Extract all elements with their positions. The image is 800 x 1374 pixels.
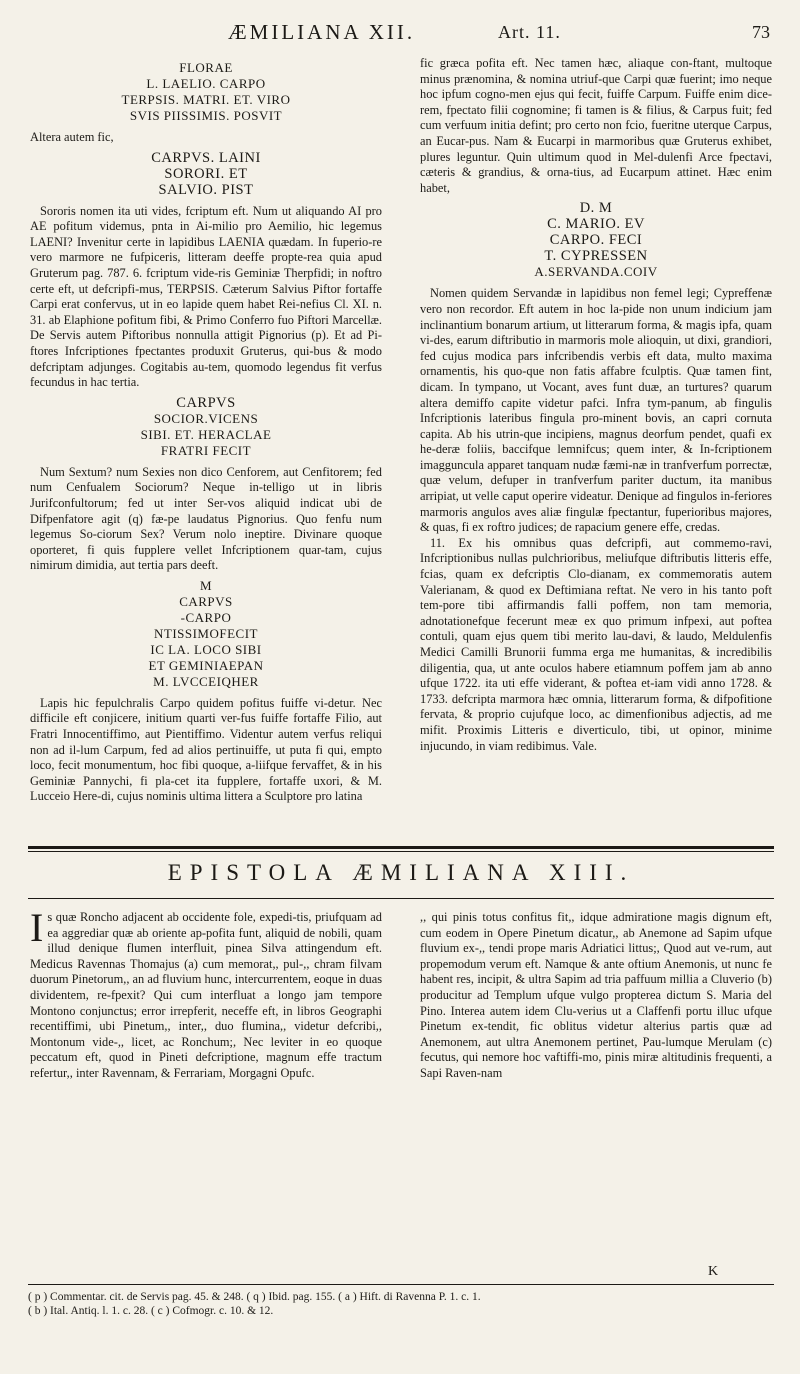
letter-text: s quæ Roncho adjacent ab occidente fole, expedi-tis, priufquam ad ea aggrediar quæ ab oriente ap-pofita funt, aliquid de nobili, quam illud denique flumen interfluit, pinea Silva attingendum eft. Medicus Ravennas Thomajus (a) cum memorat,, pul-,, chram filvam duorum Pinetorum,, an ad fluvium hunc, intercurrentem, eoque in duas dividentem, re-fpexit? Qui cum interfluat a longo jam tempore Montono conjunctus; error irrepferit, neceffe eft, in libros Geographi recentiffimi, ubi Pinetum,, inter,, duo flumina,, videtur defcribi,, Montonum vide-,, licet, ac Ronchum;, Nec leviter in eo quoque peccatum eft, quod in Pineti defcriptione, magnum effe tractum refertur,, inter Ravennam, & Ferrariam, Morgagni Opufc. [30, 910, 383, 1080]
paragraph: Sororis nomen ita uti vides, fcriptum eft. Num ut aliquando AI pro AE pofitum videmus, pnta in Ai-milio pro Aemilio, hic legemus LAENI? Invenitur certe in lapidibus LAENIA quædam. In fuperio-re vero marmore ne fufpiceris, litteram deeffe propte-rea quia apud Gruterum pag. 787. 6. fcriptum vide-ris Geminiæ Therpfidi; in noftro certe eft, ut defcripfi-mus, TERPSIS. Cæterum Salvius Piftor fortaffe Carpi erat confervus, ut in eo lapide quem habet Rei-nefius Cl. XI. n. 31. ab Elaphione pofitum fibi, & Primo Conferro fuo Piftori Marcellæ. De Servis autem Piftoribus nonnulla attigit Pignorius (p). Et ad Pi-ftores Infcriptiones fpectantes produxit Gruterus, qui-bus & modo defcriptam adjunges. Cogitabis au-tem, quomodo legendus fit verfus fecundus in hac tertia. [30, 203, 382, 390]
inscription-fragment [30, 578, 382, 690]
heading-rule-thick [28, 846, 774, 849]
left-column [30, 56, 382, 805]
paragraph: Num Sextum? num Sexies non dico Cenforem, aut Cenfitorem; fed num Cenfualem Sociorum? Neque in-telligo ut in libris Jurifconfultorum; fed ut inter Ser-vos aliquid indicat ubi de Difpenfatore agit (q) fæ-pe laudatus Pignorius. Quo fenfu num legemus So-ciorum Sex? Verum nolo ineptire. Divinare quoque oporteret, fi quis fupplere vellet Infcriptionem quar-tam, cujus nimirum dimidia, aut tertia pars deeft. [30, 464, 382, 573]
running-head [28, 18, 774, 52]
inscription-line: D. M [579, 200, 613, 217]
letter-paragraph: ,, qui pinis totus confitus fit,, idque admiratione magis dignum eft, cum eodem in Opere Pinetum dicatur,, ab Anemone ad Sapim ufque fluvium ex-,, tendi prope maris Adriatici littus;, Quod aut ve-rum, aut propemodum verum eft. Namque & ante oftium Anemonis, ut nunc fe habent res, incipit, & ultra Sapim ad tria paffuum millia a Cluverio (b) producitur ad Templum ufque vulgo propterea dictum S. Maria del Pino. Interea autem idem Clu-verius ut a Claffenfi portu illuc ufque Pinetum ex-tendit, fic oblitus videtur alterius partis quæ ad Anemonem, aut ultra Anemonem pertinet, Pau-lumque Merulam (c) fecutus, qui nemore hoc vaftiffi-mo, pinis miræ altitudinis frequenti, a Sapi Raven-nam [420, 910, 772, 1080]
footnote-rule [28, 1284, 774, 1285]
article-number: Art. 11. [498, 22, 561, 42]
inscription-line: IC LA. LOCO SIBI [150, 641, 262, 657]
inscription-line: FRATRI FECIT [160, 442, 252, 458]
inscription-line: SVIS PIISSIMIS. POSVIT [129, 108, 283, 123]
footnotes [28, 1290, 774, 1318]
inscription-line: L. LAELIO. CARPO [146, 76, 266, 91]
inscription-line: TERPSIS. MATRI. ET. VIRO [121, 92, 291, 107]
letter-right-column [420, 910, 772, 1082]
paragraph: Lapis hic fepulchralis Carpo quidem pofitus fuiffe vi-detur. Nec difficile eft conjicere, initium quarti ver-fus fuiffe fortaffe Filio, aut Fratri Innocentiffimo, aut Pientiffimo. Videntur autem verfus reliqui non ad il-lum Carpum, fed ad alios pertinuiffe, ut puta fi qui, empto loco, fecit monumentum, hoc fibi quoque, a-liifque fervaffet, & in his Geminiæ Pannychi, fi pla-cet ita fupplere, fortaffe uxori, & M. Lucceio Here-di, cujus nominis ultima littera a Sculptore pro latina [30, 695, 382, 804]
inscription-line: ET GEMINIAEPAN [148, 657, 264, 673]
heading-rule-thin [28, 851, 774, 852]
inscription-line: CARPVS [179, 593, 233, 609]
inscription-line: CARPVS [176, 394, 236, 411]
inscription-line: CARPO. FECI [549, 232, 643, 249]
inscription-line: CARPVS. LAINI [151, 149, 261, 166]
letter-left-column [30, 905, 383, 1082]
inscription-carpus-socior [30, 395, 382, 459]
paragraph: 11. Ex his omnibus quas defcripfi, aut commemo-ravi, Infcriptionibus nullas pulchrioribus, meliufque diftributis litteris effe, fcias, quam ex defcriptis Clo-dianam, ex commemoratis autem Valerianam, & quod ex Deftimiana reftat. Ne vero in his tanto poft tem-pore tibi affirmandis falli poffem, non tam memoria, adnotationefque fecerunt meæ ex quo primum infpexi, aut poftea contuli, quam ejus quem tibi merito lau-davi, & laudo, Meldulenfis Medici Camilli Brunorii fumma erga me humanitas, & incredibilis diligentia, qua, ut ante oculos habere etiamnum poffem jam ab anno ufque 1722. ita uti effe viderant, & poftea et-iam vidi anno 1728. & 1733. defcripta marmora hæc omnia, litterarum forma, & difpofitione fervata, & proprio cujufque loco, ac dimenfionibus adjectis, ad me mifit. Proximis Litteris e diverticulo, tibi, ut opinor, minime injucundo, in viam redibimus. Vale. [420, 535, 772, 753]
drop-cap: I [30, 905, 44, 950]
right-column [420, 56, 772, 754]
footnote-line: ( b ) Ital. Antiq. l. 1. c. 28. ( c ) Cofmogr. c. 10. & 12. [28, 1305, 274, 1317]
epistola-heading: EPISTOLA ÆMILIANA XIII. [167, 860, 635, 885]
inscription-mario-eucarpo [420, 200, 772, 280]
letter-paragraph [30, 905, 383, 1082]
page-number: 73 [752, 22, 770, 42]
inscription-line: C. MARIO. EV [547, 216, 645, 233]
inscription-line: A.SERVANDA.COIV [534, 264, 658, 280]
altera-line: Altera autem fic, [30, 130, 114, 144]
inscription-line: SIBI. ET. HERACLAE [140, 426, 272, 442]
inscription-florae [30, 60, 382, 124]
paragraph: fic græca pofita eft. Nec tamen hæc, aliaque con-ftant, multoque minus prænomina, & nomina utriuf-que Carpi quæ fuerint; imo neque hoc ipfum cogno-men ejus qui fecit, fuiffe Carpum. Fuiffe enim dice-rem, fpectato filii cognomine; fi tamen is & filius, & Carpus fuit; fed cum verfuum initia defint; pro certo non fcio, fueritne uterque Carpus, an Eucar-pus. Nam & Eucarpi in marmoribus quæ Gruterus exhibet, plures leguntur. Quin ultimum quod in Mel-dulenfi Arce fpectavi, cæteris & grandius, & orna-tius, ad Eucarpum attinet. Hæc enim habet, [420, 56, 772, 195]
inscription-line: SORORI. ET [164, 165, 248, 182]
paragraph: Nomen quidem Servandæ in lapidibus non femel legi; Cypreffenæ vero non recordor. Eft autem in hoc la-pide non unum indicium jam inclinantium bonarum artium, ut litterarum forma, & magis ipfa, quam vi-des, earum diftributio in marmoris mole alioquin, ut dixi, grandiori, fed cujus modica pars infcribendis verbis eft data, multo maxima ornamentis, his quo-que non fatis affabre fculptis. Quæ tamen fint, dicam. In tympano, ut Vocant, aves funt duæ, an turtures? quarum altera demiffo capite videtur pafci. Infra tym-panum, ab fingulis Infcriptionis lateribus fingula pro-minent bovis, an capri cornuta capita. Ab his utrin-que incipiens, magnus deorfum pendet, quafi ex he-deræ foliis, baccifque lemnifcus; quem inter, & In-fcriptionem imagguncula apparet tanquam nudæ fæmi-næ in tranfverfum porrectæ, quæ velum, defuper in tranfverfum pariter ductum, ita manibus arripiat, ut velle caput operire videatur. Denique ad fingulos in-feriores marmoris angulos aves aliæ fingulæ fpectantur, fuperioribus majores, & quas, fi ex roftro judices; de rapacium genere effe, credas. [420, 286, 772, 535]
page [28, 18, 774, 1358]
inscription-line: NTISSIMOFECIT [153, 625, 258, 641]
inscription-line: SOCIOR.VICENS [153, 410, 259, 426]
inscription-line: SALVIO. PIST [158, 181, 254, 198]
inscription-line: -CARPO [180, 609, 232, 625]
inscription-line: T. CYPRESSEN [544, 248, 648, 265]
inscription-carpus-laini [30, 150, 382, 198]
inscription-line: FLORAE [179, 60, 233, 75]
footnote-line: ( p ) Commentar. cit. de Servis pag. 45. & 248. ( q ) Ibid. pag. 155. ( a ) Hift. di Ravenna P. 1. c. 1. [28, 1291, 481, 1303]
running-title: ÆMILIANA XII. [228, 20, 416, 44]
signature-mark: K [708, 1264, 719, 1279]
heading-rule-bottom [28, 898, 774, 899]
inscription-line: M [199, 577, 213, 593]
inscription-line: M. LVCCEIQHER [153, 673, 259, 689]
